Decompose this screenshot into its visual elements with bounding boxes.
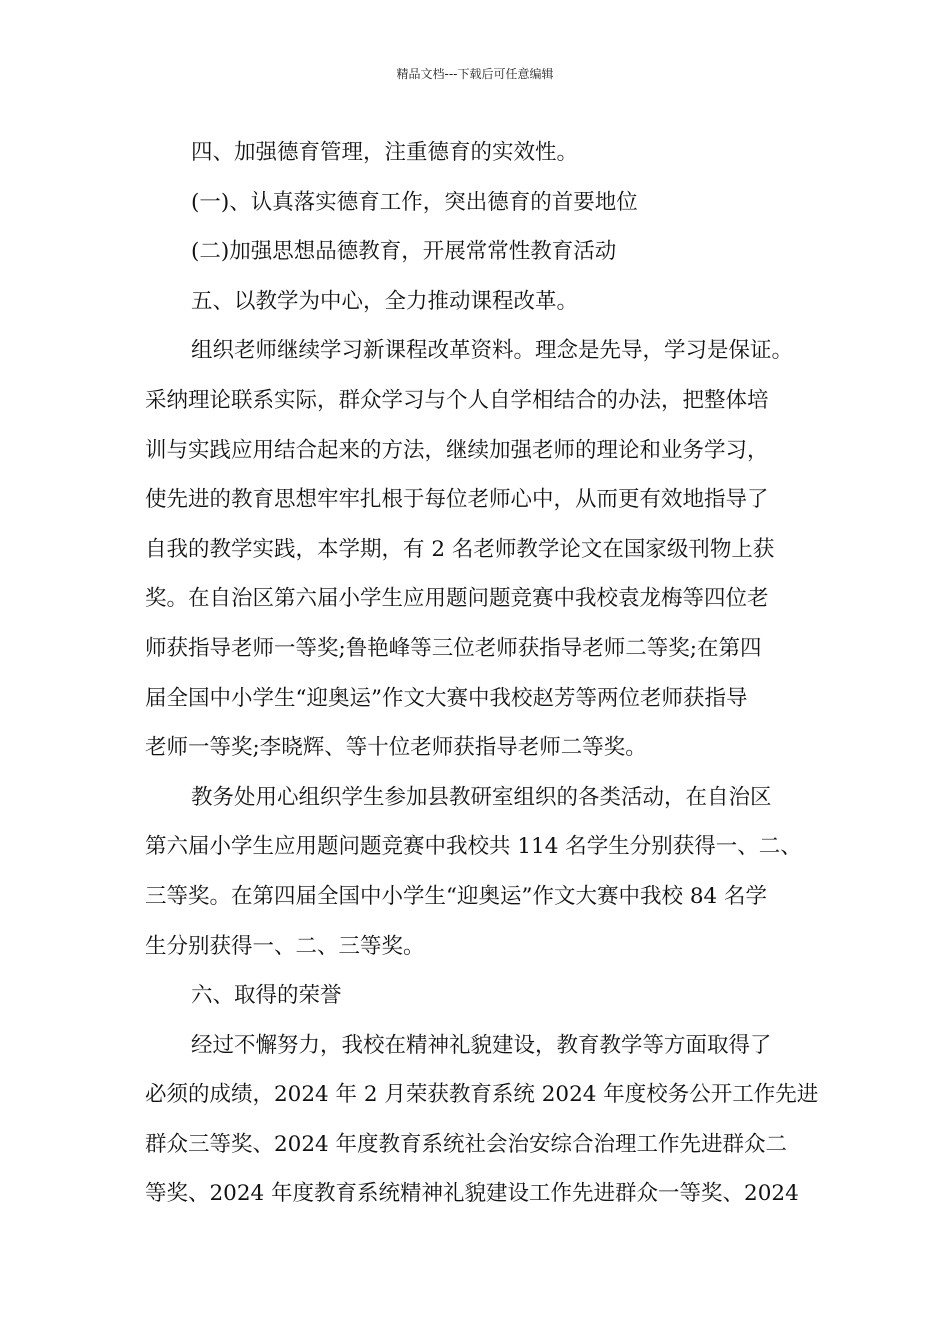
text-line: 使先进的教育思想牢牢扎根于每位老师心中，从而更有效地指导了 <box>145 487 769 513</box>
text-line: 训与实践应用结合起来的方法，继续加强老师的理论和业务学习， <box>145 437 769 463</box>
text-line: (一)、认真落实德育工作，突出德育的首要地位 <box>191 189 638 215</box>
text-line: 教务处用心组织学生参加县教研室组织的各类活动，在自治区 <box>191 784 772 810</box>
text-line: 六、取得的荣誉 <box>191 983 342 1009</box>
text-line: 采纳理论联系实际，群众学习与个人自学相结合的办法，把整体培 <box>145 387 769 413</box>
page-header: 精品文档---下载后可任意编辑 <box>396 67 554 81</box>
text-line: 老师一等奖;李晓辉、等十位老师获指导老师二等奖。 <box>145 735 647 761</box>
text-line: 四、加强德育管理，注重德育的实效性。 <box>191 140 579 165</box>
text-line: (二)加强思想品德教育，开展常常性教育活动 <box>191 239 617 265</box>
text-line: 届全国中小学生“迎奥运”作文大赛中我校赵芳等两位老师获指导 <box>145 685 748 711</box>
text-line: 师获指导老师一等奖;鲁艳峰等三位老师获指导老师二等奖;在第四 <box>145 635 762 661</box>
text-line: 等奖、2024 年度教育系统精神礼貌建设工作先进群众一等奖、2024 <box>145 1181 799 1207</box>
text-line: 群众三等奖、2024 年度教育系统社会治安综合治理工作先进群众二 <box>145 1131 788 1157</box>
text-line: 自我的教学实践，本学期，有 2 名老师教学论文在国家级刊物上获 <box>145 536 775 562</box>
text-line: 三等奖。在第四届全国中小学生“迎奥运”作文大赛中我校 84 名学 <box>145 883 768 909</box>
text-line: 奖。在自治区第六届小学生应用题问题竞赛中我校袁龙梅等四位老 <box>145 586 769 612</box>
text-line: 经过不懈努力，我校在精神礼貌建设，教育教学等方面取得了 <box>191 1032 772 1058</box>
text-line: 第六届小学生应用题问题竞赛中我校共 114 名学生分别获得一、二、 <box>145 834 802 860</box>
text-line: 生分别获得一、二、三等奖。 <box>145 933 425 959</box>
text-line: 必须的成绩，2024 年 2 月荣获教育系统 2024 年度校务公开工作先进 <box>145 1082 819 1108</box>
text-line: 五、以教学为中心，全力推动课程改革。 <box>191 288 579 314</box>
text-line: 组织老师继续学习新课程改革资料。理念是先导，学习是保证。 <box>191 338 794 364</box>
document-body <box>145 128 825 1219</box>
